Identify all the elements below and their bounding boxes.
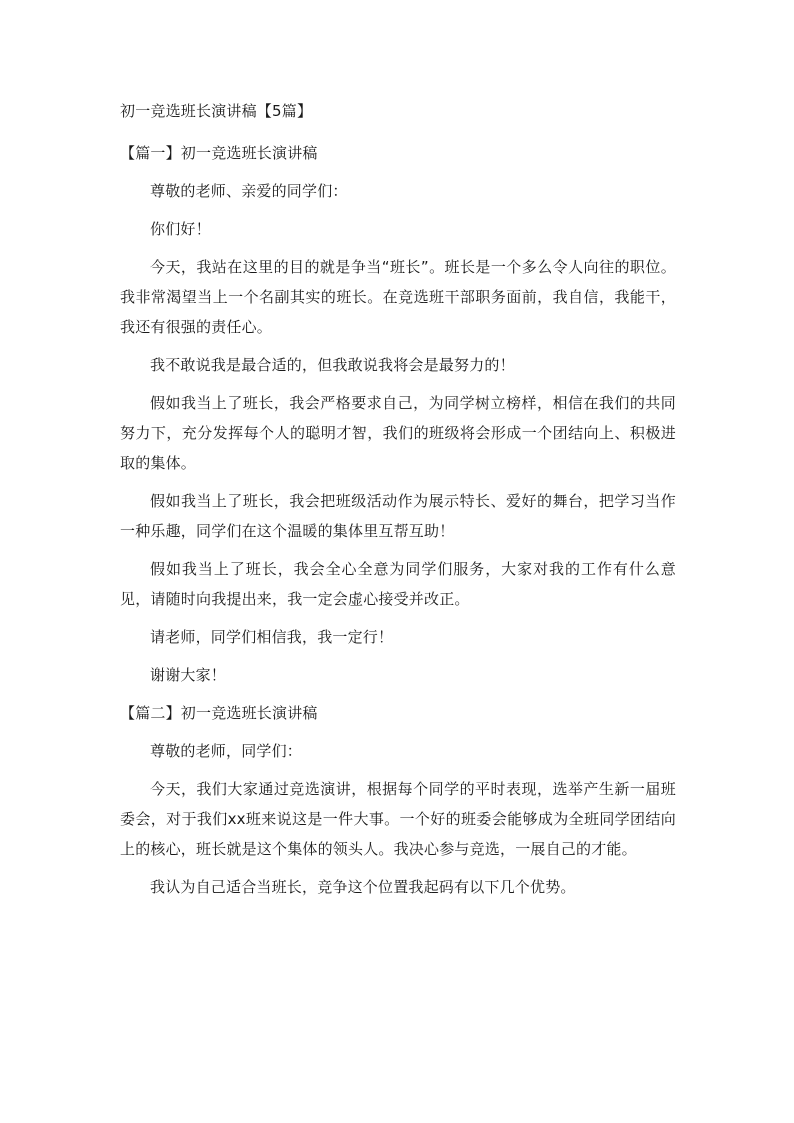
paragraph: 我不敢说我是最合适的，但我敢说我将会是最努力的！ [150,356,515,374]
paragraph: 你们好！ [150,220,211,238]
document-body [120,96,676,910]
paragraph: 假如我当上了班长，我会把班级活动作为展示特长、爱好的舞台，把学习当作一种乐趣，同学们在这个温暖的集体里互帮互助！ [120,492,676,540]
section-heading-2: 【篇二】初一竞选班长演讲稿 [120,704,318,722]
paragraph: 尊敬的老师、亲爱的同学们： [150,182,348,200]
paragraph: 假如我当上了班长，我会全心全意为同学们服务，大家对我的工作有什么意见，请随时向我提出来，我一定会虚心接受并改正。 [120,560,676,608]
paragraph: 今天，我站在这里的目的就是争当“班长”。班长是一个多么令人向往的职位。我非常渴望当上一个名副其实的班长。在竞选班干部职务面前，我自信，我能干，我还有很强的责任心。 [120,258,676,336]
document-title: 初一竞选班长演讲稿【5篇】 [120,102,313,120]
paragraph: 假如我当上了班长，我会严格要求自己，为同学树立榜样，相信在我们的共同努力下，充分发挥每个人的聪明才智，我们的班级将会形成一个团结向上、积极进取的集体。 [120,394,676,472]
paragraph: 请老师，同学们相信我，我一定行！ [150,628,394,646]
paragraph: 尊敬的老师，同学们： [150,742,303,760]
paragraph: 我认为自己适合当班长，竞争这个位置我起码有以下几个优势。 [150,878,576,896]
paragraph: 今天，我们大家通过竞选演讲，根据每个同学的平时表现，选举产生新一届班委会，对于我们xx班来说这是一件大事。一个好的班委会能够成为全班同学团结向上的核心，班长就是这个集体的领头人。我决心参与竞选，一展自己的才能。 [120,780,676,858]
section-heading-1: 【篇一】初一竞选班长演讲稿 [120,144,318,162]
paragraph: 谢谢大家！ [150,666,227,684]
